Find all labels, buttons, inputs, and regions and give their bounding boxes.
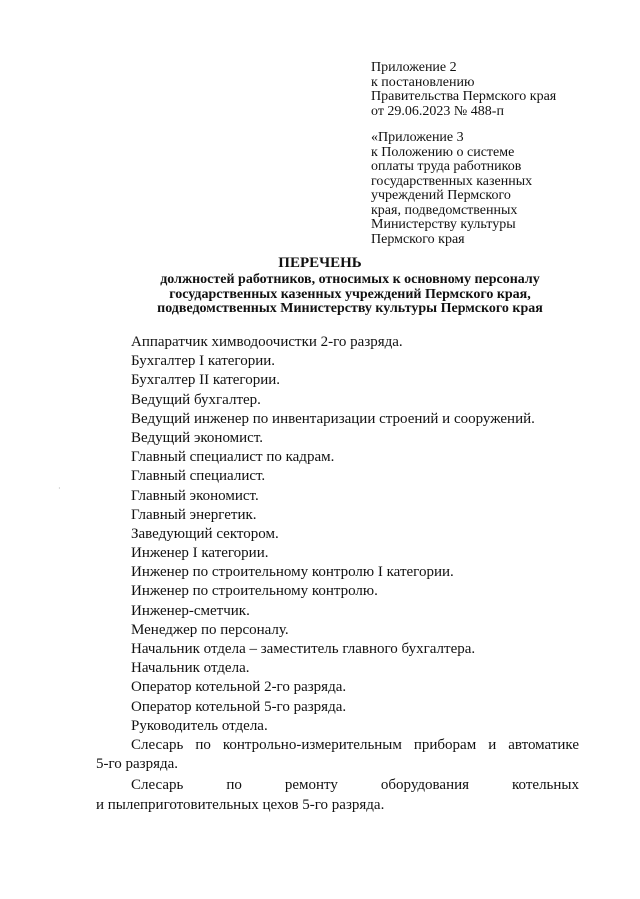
appendix-header [371,61,556,119]
list-item: Аппаратчик химводоочистки 2-го разряда. [131,334,403,350]
subappendix-line: Пермского края [371,231,465,247]
list-item: Инженер I категории. [131,545,269,562]
list-item: Главный специалист. [131,468,266,485]
list-item-wrapped [96,736,579,774]
list-item: Ведущий бухгалтер. [131,391,261,408]
list-item: Ведущий инженер по инвентаризации строений и сооружений. [131,410,535,427]
appendix-line: Правительства Пермского края [371,89,557,104]
subappendix-line: края, подведомственных [371,202,518,218]
positions-list [96,333,579,815]
list-item: Инженер-сметчик. [131,602,250,619]
list-item: Бухгалтер I категории. [131,353,276,370]
list-item: Руководитель отдела. [131,717,268,734]
appendix-line: к постановлению [371,74,475,90]
subappendix-line: «Приложение 3 [371,130,464,145]
list-item-continuation: и пылеприготовительных цехов 5-го разряда. [96,796,385,813]
subappendix-line: к Положению о системе [371,144,515,160]
list-item: Оператор котельной 5-го разряда. [131,698,347,715]
document-title: ПЕРЕЧЕНЬ [278,255,362,271]
list-item-first-line: Слесарь по контрольно-измерительным приборам и автоматике [131,736,579,753]
subappendix-line: учреждений Пермского [371,188,511,203]
scan-speck: · [58,484,61,493]
subtitle-line: подведомственных Министерству культуры Пермского края [157,301,543,316]
list-item: Главный специалист по кадрам. [131,449,335,466]
subappendix-line: оплаты труда работников [371,159,522,174]
list-item: Оператор котельной 2-го разряда. [131,679,347,696]
appendix-line: Приложение 2 [371,60,457,75]
appendix-line: от 29.06.2023 № 488-п [371,103,504,119]
list-item-wrapped [96,776,579,814]
document-subtitle [90,273,610,317]
list-item: Начальник отдела. [131,660,250,677]
list-item: Главный энергетик. [131,506,257,523]
list-item: Ведущий экономист. [131,429,264,446]
subtitle-line: государственных казенных учреждений Пермского края, [169,286,531,302]
subappendix-line: Министерству культуры [371,217,516,232]
subappendix-line: государственных казенных [371,173,533,189]
list-item: Начальник отдела – заместитель главного бухгалтера. [131,641,476,657]
list-item: Инженер по строительному контролю I категории. [131,564,454,581]
list-item: Менеджер по персоналу. [131,621,289,638]
list-item-continuation: 5-го разряда. [96,756,179,773]
subtitle-line: должностей работников, относимых к основному персоналу [160,272,540,287]
list-item: Бухгалтер II категории. [131,372,280,389]
list-item: Заведующий сектором. [131,525,279,542]
list-item-first-line: Слесарь по ремонту оборудования котельных [131,777,579,794]
list-item: Инженер по строительному контролю. [131,583,378,600]
list-item: Главный экономист. [131,487,259,504]
subappendix-header [371,131,532,247]
